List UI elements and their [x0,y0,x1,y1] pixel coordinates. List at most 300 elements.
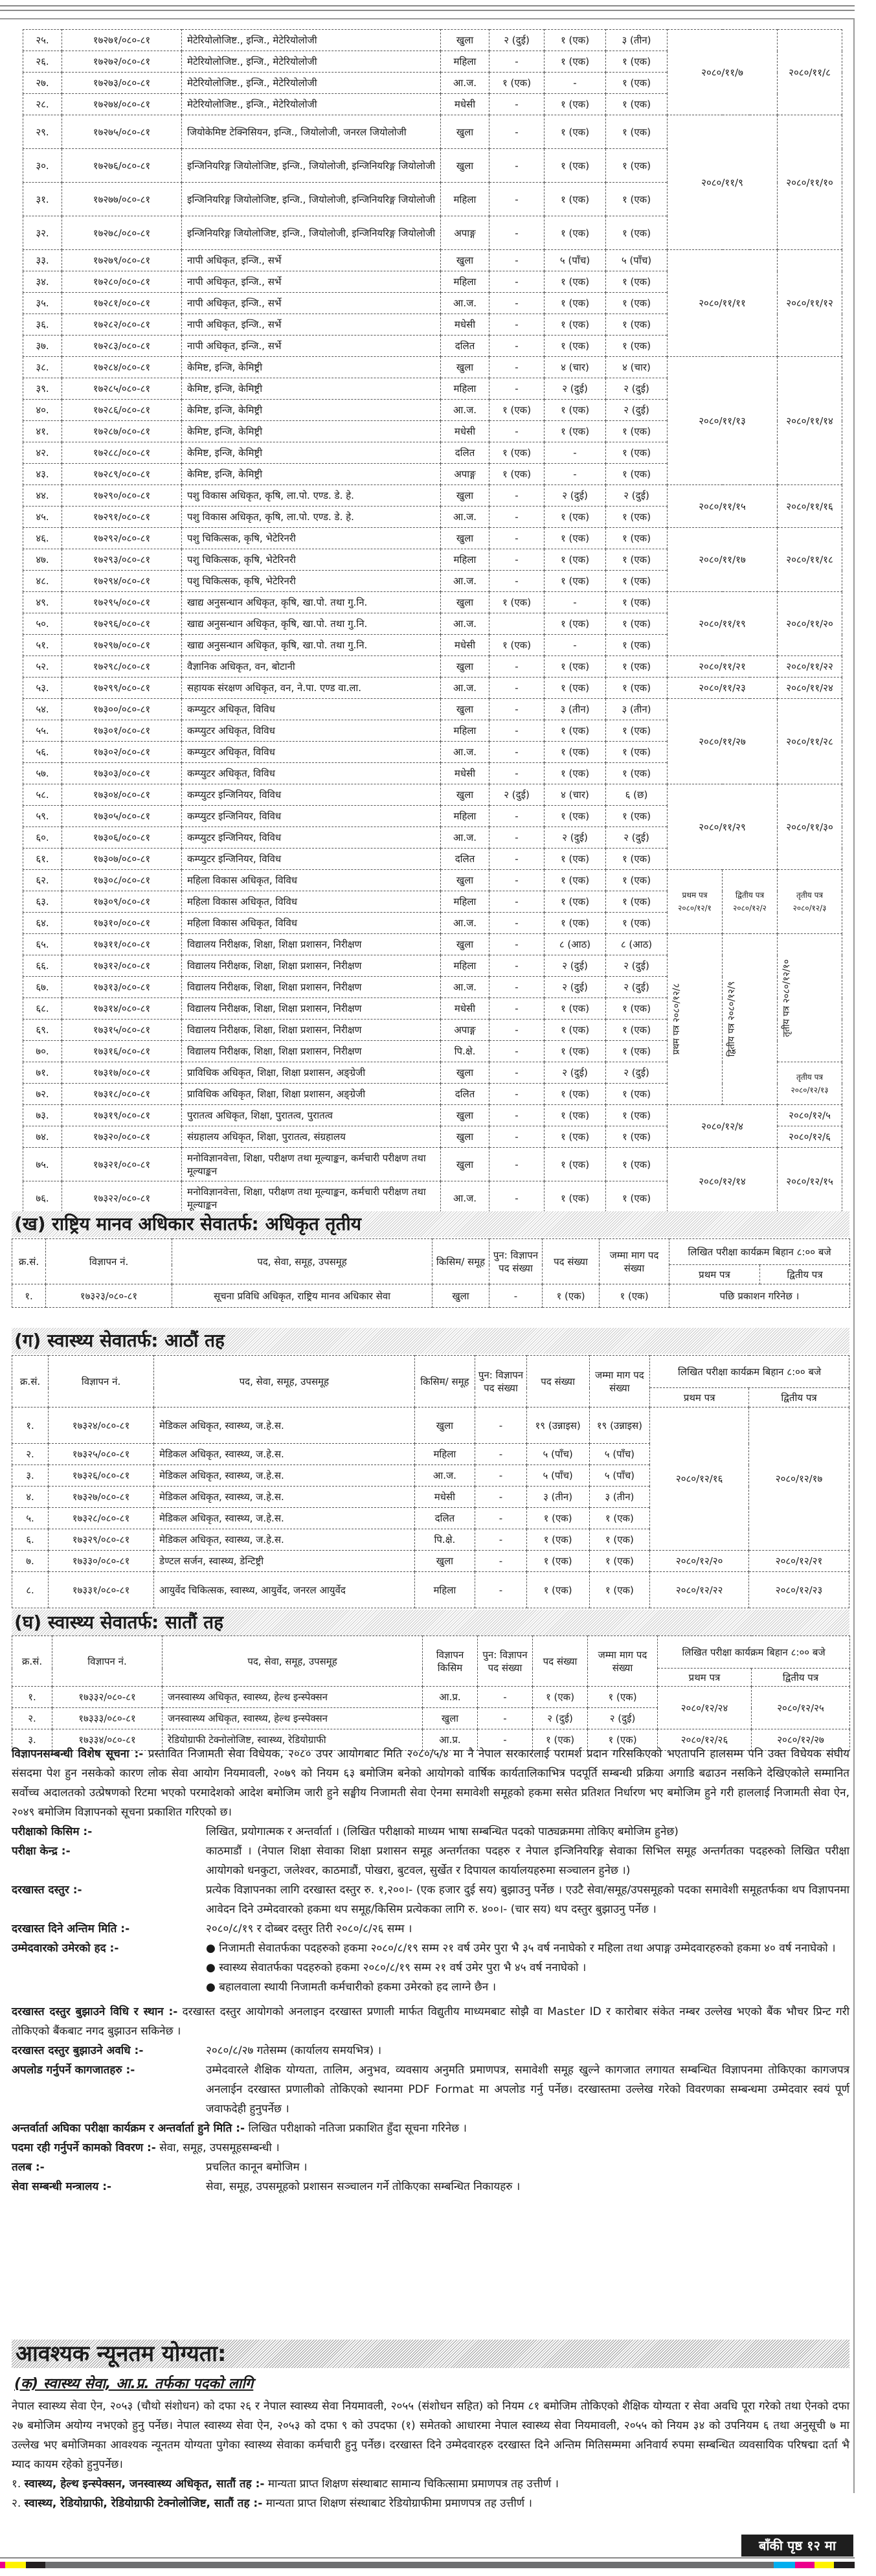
cell-posts: - [545,635,606,656]
cell-readvertised: - [489,421,545,442]
cell-sn: ४३. [23,464,62,485]
cell-category: आ.ज. [441,73,489,94]
cell-exam-date-paper-2: २०८०/११/१८ [778,528,842,592]
cell-readvertised: - [489,314,545,336]
cell-re: - [475,1465,526,1487]
cell-post: महिला विकास अधिकृत, विविध [182,891,441,913]
cell-ad: १७३२८/०८०-८१ [49,1508,154,1529]
cell-readvertised: - [489,955,545,977]
cell-post: कम्प्युटर अधिकृत, विविध [182,763,441,784]
cell-total: १ (एक) [606,51,668,73]
cell-posts: १ (एक) [545,216,606,250]
cell-post: मेटेरियोलोजिष्ट., इन्जि., मेटेरियोलोजी [182,73,441,94]
cell-readvertised: - [489,913,545,934]
cell-category: मधेसी [441,635,489,656]
cell-readvertised: - [489,1020,545,1041]
cell-ad-no: १७२८०/०८०-८१ [62,271,182,293]
interview-label: अन्तर्वार्ता अघिका परीक्षा कार्यक्रम र अन्तर्वार्ता हुने मिति :- [12,2122,245,2135]
notice-item [12,1919,849,1939]
section-heading-gha: (घ) स्वास्थ्य सेवातर्फ: सातौं तह [12,1610,849,1636]
color-swatch [0,2562,5,2568]
cell-ad-no: १७२८७/०८०-८१ [62,421,182,442]
cell-category: मधेसी [441,998,489,1020]
qualification-item [12,2494,849,2513]
cell-posts: - [545,73,606,94]
qualification-subheading: (क) स्वास्थ्य सेवा, आ.प्र. तर्फका पदको लागि [14,2376,254,2392]
age-bullet [206,1939,849,1958]
cell-post: पशु चिकित्सक, कृषि, भेटेरिनरी [182,571,441,592]
cell-posts: २ (दुई) [545,1062,606,1084]
color-swatch [814,2562,834,2568]
cell-category: खुला [432,1284,489,1308]
cell-sn: ७६. [23,1181,62,1215]
cell-readvertised: - [489,507,545,528]
cell-post: पशु विकास अधिकृत, कृषि, ला.पो. एण्ड. डे. हे. [182,485,441,507]
cell-exam-date-paper-2 [723,870,778,934]
cell-sn: ६९. [23,1020,62,1041]
cell-readvertised: - [489,806,545,827]
cell-total: १ (एक) [589,1508,650,1529]
cell-posts: १ (एक) [545,891,606,913]
cell-posts: ५ (पाँच) [545,250,606,271]
cell-category: दलित [441,849,489,870]
cell-re: - [475,1529,526,1551]
cell-readvertised: - [489,216,545,250]
cell-posts: १ (एक) [545,806,606,827]
cell-posts: १ (एक) [545,998,606,1020]
cell-posts: १ (एक) [545,336,606,357]
cell-sn: ३. [12,1729,52,1751]
col-post: पद, सेवा, समूह, उपसमूह [163,1636,423,1687]
cell-readvertised: १ (एक) [489,400,545,421]
cell-post: मेडिकल अधिकृत, स्वास्थ्य, ज.हे.स. [154,1465,414,1487]
cell-category: महिला [441,183,489,216]
interview-text: लिखित परीक्षाको नतिजा प्रकाशित हुँदा सूचना गरिनेछ । [248,2122,467,2135]
cell-ad-no: १७३११/०८०-८१ [62,934,182,955]
cell-exam-date-paper-1: २०८०/११/१७ [668,528,778,592]
notice-text: उम्मेदवारले शैक्षिक योग्यता, तालिम, अनुभव, व्यवसाय अनुमति प्रमाणपत्र, समावेशी समूह खुल्ने कागजात लगायत सम्बन्धित विज्ञापनमा तोकिएका कागजपत्र अनलाईन दरखास्त प्रणालीको तोकिएको स्थानमा PDF Format मा अपलोड गर्नु पर्नेछ। दरखास्तमा उल्लेख गरेको विवरणका सम्बन्धमा उम्मेदवार स्वयं पूर्ण जवाफदेही हुनुपर्नेछ । [206,2064,849,2115]
col-total: जम्मा माग पद संख्या [600,1239,669,1284]
cell-ad-no: १७२७८/०८०-८१ [62,216,182,250]
cell-re: - [475,1487,526,1508]
cell-readvertised: - [489,1041,545,1062]
cell-total: १ (एक) [606,806,668,827]
cell-readvertised: - [489,183,545,216]
cell-post: केमिष्ट, इन्जि, केमिष्ट्री [182,421,441,442]
cell-exam-date-paper-1: २०८०/११/७ [668,30,778,115]
cell-total: १ (एक) [606,571,668,592]
cell-exam-date-paper-2: २०८०/१२/६ [778,1126,842,1148]
cell-exam-date-paper-2: २०८०/११/८ [778,30,842,115]
cell-readvertised: - [489,977,545,998]
cell-total: १ (एक) [606,149,668,183]
cell-sn: ६२. [23,870,62,891]
cell-post: मनोविज्ञानवेत्ता, शिक्षा, परीक्षण तथा मूल्याङ्कन, कर्मचारी परीक्षण तथा मूल्याङ्कन [182,1181,441,1215]
cell-sn: ३८. [23,357,62,378]
cell-category: आ.ज. [441,827,489,849]
cell-post: विद्यालय निरीक्षक, शिक्षा, शिक्षा प्रशासन, निरीक्षण [182,1020,441,1041]
cell-posts: ४ (चार) [545,784,606,806]
cell-sn: ३४. [23,271,62,293]
cell-total: २ (दुई) [606,378,668,400]
notice-item [12,2041,849,2060]
cell-ad-no: १७३१६/०८०-८१ [62,1041,182,1062]
cell-category: महिला [441,378,489,400]
cell-ad-no: १७३१७/०८०-८१ [62,1062,182,1084]
col-posts: पद संख्या [533,1636,588,1687]
notice-item [12,1880,849,1919]
cell-exam-date-paper-1: २०८०/११/१५ [668,485,778,528]
cell-ad: १७३३०/०८०-८१ [49,1551,154,1572]
cell-exam-date-paper-2: २०८०/११/३० [778,784,842,870]
cell-exam-date-paper-2: २०८०/११/२२ [778,656,842,678]
cell-exam-date-paper-2: २०८०/११/१६ [778,485,842,528]
cell-posts: १ (एक) [545,656,606,678]
cell-sn: ५१. [23,635,62,656]
cell-category: खुला [441,1148,489,1181]
cell-sn: ७४. [23,1126,62,1148]
cell-posts: २ (दुई) [545,827,606,849]
cell-sn: ७१. [23,1062,62,1084]
cell-readvertised: - [489,1084,545,1105]
table-row [23,592,842,613]
paper-date: २०८०/१२/२ [733,904,767,913]
notice-item [12,2060,849,2119]
cell-posts: १ (एक) [545,51,606,73]
cell-exam-date-paper-3 [778,1062,842,1105]
cell-post: कम्प्युटर अधिकृत, विविध [182,720,441,742]
cell-total: ५ (पाँच) [589,1444,650,1465]
cell-sn: ४४. [23,485,62,507]
cell-posts: १ (एक) [545,528,606,549]
cell-readvertised: १ (एक) [489,464,545,485]
cell-total: १ (एक) [606,763,668,784]
cell-readvertised: - [489,528,545,549]
table-kha [12,1238,850,1308]
cell-post: प्राविधिक अधिकृत, शिक्षा, शिक्षा प्रशासन, अङ्ग्रेजी [182,1084,441,1105]
paper-label: तृतीय पत्र [796,891,824,900]
cell-total: १ (एक) [606,720,668,742]
cell-readvertised: - [489,870,545,891]
col-sn: क्र.सं. [12,1239,46,1284]
top-rule [0,5,855,6]
cell-total: २ (दुई) [588,1708,658,1729]
cell-posts: १ (एक) [533,1687,588,1708]
table-row [12,1687,850,1708]
notice-item [12,2158,849,2177]
cell-sn: ६३. [23,891,62,913]
cell-ad: १७३२५/०८०-८१ [49,1444,154,1465]
cell-post: इन्जिनियरिङ्ग जियोलोजिष्ट, इन्जि., जियोलोजी, इन्जिनियरिङ्ग जियोलोजी [182,216,441,250]
continued-badge: बाँकी पृष्ठ १२ मा [741,2535,853,2557]
cell-ad-no: १७२८८/०८०-८१ [62,442,182,464]
cell-total: १ (एक) [589,1529,650,1551]
col-total: जम्मा माग पद संख्या [589,1356,650,1408]
cell-sn: २९. [23,115,62,149]
cell-sn: ३२. [23,216,62,250]
cell-posts: १ (एक) [526,1529,589,1551]
cell-readvertised: - [489,485,545,507]
cell-ad-no: १७३०५/०८०-८१ [62,806,182,827]
cell-post: जनस्वास्थ्य अधिकृत, स्वास्थ्य, हेल्थ इन्स्पेक्सन [163,1708,423,1729]
col-readvertised: पुन: विज्ञापन पद संख्या [478,1636,533,1687]
color-swatch [774,2562,795,2568]
cell-readvertised: - [489,94,545,115]
cell-ad-no: १७२८२/०८०-८१ [62,314,182,336]
cell-category: अपाङ्ग [441,216,489,250]
cell-category: अपाङ्ग [441,1020,489,1041]
cell-posts: १ (एक) [545,870,606,891]
table-gha [12,1636,850,1751]
item-text: मान्यता प्राप्त शिक्षण संस्थाबाट रेडियोग्राफीमा प्रमाणपत्र तह उत्तीर्ण । [265,2497,532,2510]
cell-sn: ६८. [23,998,62,1020]
cell-readvertised: - [489,293,545,314]
special-notice [12,1744,849,1822]
cell-sn: ५२. [23,656,62,678]
table-row [12,1572,849,1608]
cell-posts: - [545,442,606,464]
cell-posts: १ (एक) [545,115,606,149]
cell-readvertised: - [489,763,545,784]
cell-exam-date-paper-1: २०८०/१२/१४ [668,1148,778,1215]
cell-post: जनस्वास्थ्य अधिकृत, स्वास्थ्य, हेल्थ इन्स्पेक्सन [163,1687,423,1708]
cell-posts: ८ (आठ) [545,934,606,955]
cell-posts: १ (एक) [545,30,606,51]
cell-readvertised: - [489,742,545,763]
item-number: २. [12,2497,21,2510]
cell-category: महिला [441,891,489,913]
table-row [23,656,842,678]
notice-item [12,1822,849,1841]
table-ga [12,1355,849,1608]
cell-cat: खुला [423,1708,478,1729]
cell-posts: १ (एक) [545,421,606,442]
cell-total: १ (एक) [606,849,668,870]
cell-posts: १ (एक) [545,1020,606,1041]
col-readvertised: पुन: विज्ञापन पद संख्या [489,1239,543,1284]
notice-label: दरखास्त दस्तुर :- [12,1884,82,1897]
cell-readvertised: १ (एक) [489,442,545,464]
cell-cat: आ.ज. [414,1465,475,1487]
color-swatch [5,2562,26,2568]
cell-sn: ३. [12,1465,49,1487]
cell-re: - [478,1729,533,1751]
cell-exam-date-paper-2: २०८०/१२/२७ [752,1729,850,1751]
cell-sn: ६७. [23,977,62,998]
cell-total: १ (एक) [606,183,668,216]
cell-post: केमिष्ट, इन्जि, केमिष्ट्री [182,400,441,421]
cell-post: विद्यालय निरीक्षक, शिक्षा, शिक्षा प्रशासन, निरीक्षण [182,977,441,998]
cell-post: मनोविज्ञानवेत्ता, शिक्षा, परीक्षण तथा मूल्याङ्कन, कर्मचारी परीक्षण तथा मूल्याङ्कन [182,1148,441,1181]
cell-readvertised: - [489,336,545,357]
cell-total: २ (दुई) [606,955,668,977]
cell-posts: ३ (तीन) [526,1487,589,1508]
age-bullet-text: निजामती सेवातर्फका पदहरुको हकमा २०८०/८/१९ सम्म २१ वर्ष उमेर पुरा भै ३५ वर्ष ननाघेको र महिला तथा अपाङ्ग उम्मेदवारहरुको हकमा ४० वर्ष ननाघेको । [219,1942,836,1955]
notice-label: परीक्षाको किसिम :- [12,1825,93,1838]
cell-exam: पछि प्रकाशन गरिनेछ । [669,1284,850,1308]
cell-sn: ६. [12,1529,49,1551]
cell-sn: ५४. [23,699,62,720]
notice-label: परीक्षा केन्द्र :- [12,1845,71,1858]
cell-exam-date-paper-1 [668,934,723,1105]
cell-exam-date-paper-1: २०८०/११/२१ [668,656,778,678]
cell-category: खुला [441,528,489,549]
cell-cat: दलित [414,1508,475,1529]
col-paper-1: प्रथम पत्र [650,1388,749,1408]
cell-post: मेटेरियोलोजिष्ट., इन्जि., मेटेरियोलोजी [182,94,441,115]
cell-category: आ.ज. [441,977,489,998]
color-swatch [834,2562,855,2568]
cell-ad-no: १७२९०/०८०-८१ [62,485,182,507]
age-bullet [206,1978,849,1997]
cell-exam-date-paper-2: २०८०/११/१० [778,115,842,250]
cell-total: ८ (आठ) [606,934,668,955]
col-ad-no: विज्ञापन नं. [52,1636,163,1687]
cell-post: पशु चिकित्सक, कृषि, भेटेरिनरी [182,549,441,571]
cell-ad: १७३२४/०८०-८१ [49,1408,154,1444]
cell-ad-no: १७२८९/०८०-८१ [62,464,182,485]
table-row [23,678,842,699]
cell-total: ५ (पाँच) [589,1465,650,1487]
cell-category: खुला [441,250,489,271]
cell-exam-date-paper-2: २०८०/११/२० [778,592,842,656]
cell-cat: मधेसी [414,1487,475,1508]
cell-sn: ३०. [23,149,62,183]
cell-total: १ (एक) [606,271,668,293]
col-category: विज्ञापन किसिम [423,1636,478,1687]
paper-date: तृतीय पत्र २०८०/१२/१० [781,959,792,1037]
cell-sn: ४२. [23,442,62,464]
cell-readvertised: - [489,827,545,849]
cell-posts: १ (एक) [545,314,606,336]
table-row [23,250,842,271]
cell-readvertised: - [489,549,545,571]
cell-readvertised: - [489,1181,545,1215]
bullet-icon: ● [206,1942,219,1955]
cell-ad-no: १७२७९/०८०-८१ [62,250,182,271]
cell-ad-no: १७२९७/०८०-८१ [62,635,182,656]
cell-ad-no: १७३१८/०८०-८१ [62,1084,182,1105]
cell-category: खुला [441,357,489,378]
col-paper-2: द्वितीय पत्र [749,1388,849,1408]
table-row [23,528,842,549]
cell-total: १ (एक) [606,507,668,528]
cell-post: केमिष्ट, इन्जि, केमिष्ट्री [182,464,441,485]
cell-post: सूचना प्रविधि अधिकृत, राष्ट्रिय मानव अधिकार सेवा [172,1284,432,1308]
cell-sn: ७५. [23,1148,62,1181]
cell-post: खाद्य अनुसन्धान अधिकृत, कृषि, खा.पो. तथा गु.नि. [182,635,441,656]
notice-item [12,2177,849,2196]
cell-exam-date-paper-1: २०८०/१२/४ [668,1105,778,1148]
paper-date: २०८०/१२/१ [678,904,712,913]
cell-total: १ (एक) [606,613,668,635]
table-row [23,1148,842,1181]
cell-sn: ५. [12,1508,49,1529]
cell-post: खाद्य अनुसन्धान अधिकृत, कृषि, खा.पो. तथा गु.नि. [182,592,441,613]
item-label: स्वास्थ्य, हेल्थ इन्स्पेक्सन, जनस्वास्थ्य अधिकृत, सातौं तह :- [24,2478,265,2491]
cell-posts: १ (एक) [526,1551,589,1572]
cell-sn: ६१. [23,849,62,870]
cell-total: १ (एक) [606,678,668,699]
col-post: पद, सेवा, समूह, उपसमूह [172,1239,432,1284]
col-posts: पद संख्या [543,1239,600,1284]
cell-re: - [475,1408,526,1444]
cell-category: महिला [441,549,489,571]
cell-posts: १ (एक) [545,1126,606,1148]
cell-sn: ६०. [23,827,62,849]
cell-total: १ (एक) [588,1729,658,1751]
cell-total: २ (दुई) [606,1062,668,1084]
cell-category: दलित [441,336,489,357]
cell-total: १ (एक) [606,635,668,656]
cell-readvertised: - [489,1148,545,1181]
table-ka [23,29,842,1215]
cell-exam-date-paper-1: २०८०/११/१९ [668,592,778,656]
cell-sn: ७. [12,1551,49,1572]
cell-total: १ (एक) [600,1284,669,1308]
cell-post: मेडिकल अधिकृत, स्वास्थ्य, ज.हे.स. [154,1508,414,1529]
cell-readvertised: - [489,149,545,183]
cell-ad-no: १७३२१/०८०-८१ [62,1148,182,1181]
cell-category: आ.ज. [441,293,489,314]
cell-exam-date-paper-2: २०८०/१२/१७ [749,1408,849,1551]
cell-post: रेडियोग्राफी टेक्नोलोजिष्ट, स्वास्थ्य, रेडियोग्राफी [163,1729,423,1751]
cell-cat: महिला [414,1572,475,1608]
cell-total: १ (एक) [606,94,668,115]
cell-category: महिला [441,806,489,827]
cell-post: महिला विकास अधिकृत, विविध [182,913,441,934]
cell-total: १ (एक) [589,1551,650,1572]
age-bullet-text: स्वास्थ्य सेवातर्फका पदहरुको हकमा २०८०/८/१९ सम्म २१ वर्ष उमेर पुरा भै ४५ वर्ष ननाघेको । [219,1961,587,1974]
cell-sn: २७. [23,73,62,94]
cell-total: १ (एक) [606,314,668,336]
notice-text: प्रचलित कानून बमोजिम । [206,2161,308,2174]
cell-readvertised: - [489,891,545,913]
cell-category: खुला [441,784,489,806]
cell-total: २ (दुई) [606,827,668,849]
cell-total: १ (एक) [606,870,668,891]
cell-cat: महिला [414,1444,475,1465]
cell-posts: ५ (पाँच) [526,1444,589,1465]
cell-posts: १ (एक) [545,549,606,571]
cell-posts: १९ (उन्नाइस) [526,1408,589,1444]
cell-posts: १ (एक) [545,507,606,528]
cell-total: १ (एक) [606,115,668,149]
cell-posts: - [545,464,606,485]
cell-exam-date-paper-2: २०८०/१२/२३ [749,1572,849,1608]
cell-total: ३ (तीन) [589,1487,650,1508]
cell-posts: - [545,592,606,613]
col-exam-schedule: लिखित परीक्षा कार्यक्रम बिहान ८:०० बजे [669,1239,850,1265]
cell-ad-no: १७२७७/०८०-८१ [62,183,182,216]
cell-readvertised: २ (दुई) [489,30,545,51]
item-text: मान्यता प्राप्त शिक्षण संस्थाबाट सामान्य चिकित्सामा प्रमाणपत्र तह उत्तीर्ण । [267,2478,559,2491]
cell-total: ४ (चार) [606,357,668,378]
cell-post: नापी अधिकृत, इन्जि., सर्भे [182,271,441,293]
cell-posts: ४ (चार) [545,357,606,378]
cell-ad-no: १७३१४/०८०-८१ [62,998,182,1020]
cell-sn: ४६. [23,528,62,549]
cell-posts: १ (एक) [545,400,606,421]
cell-posts: २ (दुई) [533,1708,588,1729]
paper-label: प्रथम पत्र [682,891,708,900]
cell-readvertised: - [489,656,545,678]
age-bullet-text: बहालवाला स्थायी निजामती कर्मचारीको हकमा उमेरको हद लाग्ने छैन । [219,1981,497,1994]
cell-exam-date-paper-1: २०८०/११/२९ [668,784,778,870]
col-paper-1: प्रथम पत्र [669,1265,760,1284]
cell-category: मधेसी [441,94,489,115]
cell-ad-no: १७३०६/०८०-८१ [62,827,182,849]
